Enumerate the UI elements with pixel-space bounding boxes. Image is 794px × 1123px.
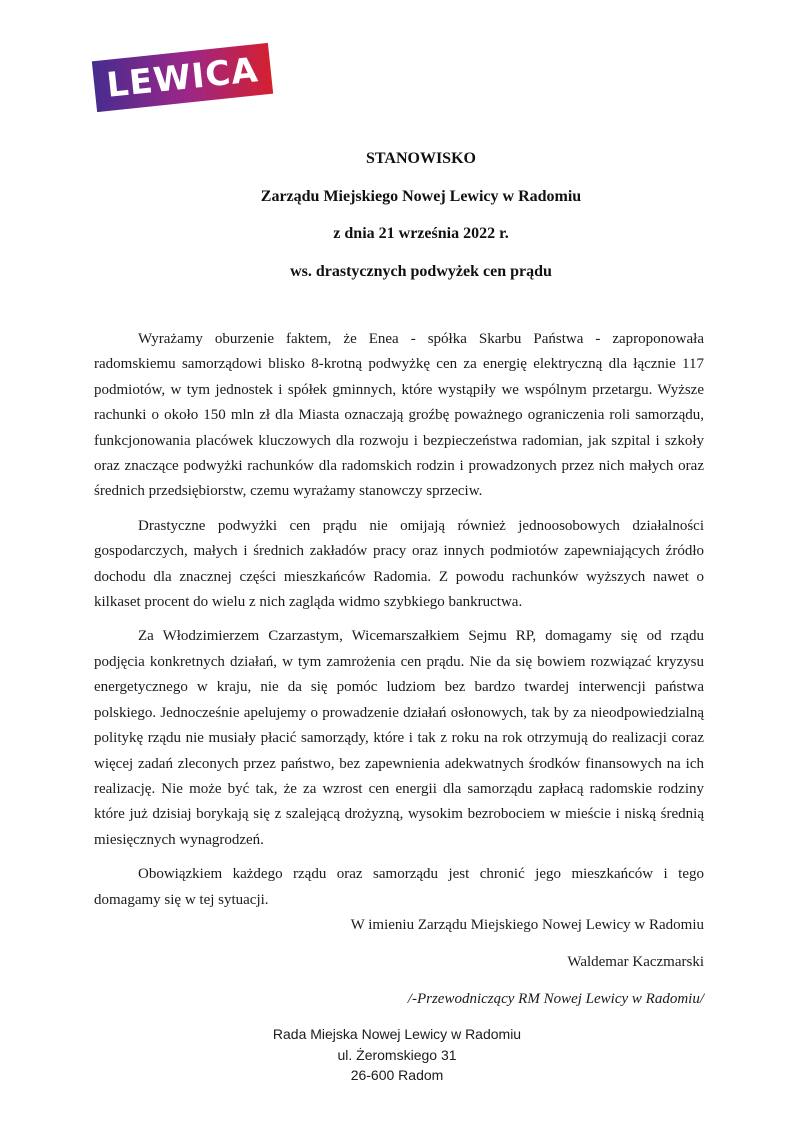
org-heading: Zarządu Miejskiego Nowej Lewicy w Radomiu: [260, 187, 582, 205]
doc-type-heading: STANOWISKO: [366, 150, 476, 167]
body-paragraph: Za Włodzimierzem Czarzastym, Wicemarszałkiem Sejmu RP, domagamy się od rządu podjęcia konkretnych działań, w tym zamrożenia cen prądu. Nie da się bowiem rozwiązać kryzysu energetycznego w kraju, nie da się pomóc ludziom bez bardzo twardej interwencji państwa polskiego. Jednocześnie apelujemy o prowadzenie działań osłonowych, tak by za nieodpowiedzialną politykę rządu nie musiały płacić samorządy, które i tak z roku na rok otrzymują do realizacji coraz więcej zadań zleconych przez państwo, bez zapewnienia adekwatnych środków finansowych na ich realizację. Nie może być tak, że za wzrost cen energii dla samorządu zapłacą radomskie rodziny które już dzisiaj borykają się z szalejącą drożyzną, wysokim bezrobociem w mieście i niską średnią miesięcznych wynagrodzeń.: [94, 628, 704, 848]
footer-street: ul. Żeromskiego 31: [337, 1046, 457, 1063]
signature-name: Waldemar Kaczmarski: [567, 954, 704, 970]
document-footer: [0, 1024, 794, 1086]
document-header: [94, 150, 704, 300]
body-paragraph: Drastyczne podwyżki cen prądu nie omijają również jednoosobowych działalności gospodarczych, małych i średnich zakładów pracy oraz innych podmiotów zapewniających źródło dochodu dla znacznej części mieszkańców Radomia. Z powodu rachunków wyższych nawet o kilkaset procent do wielu z nich zagląda widmo szybkiego bankructwa.: [94, 517, 704, 611]
closing-on-behalf: W imieniu Zarządu Miejskiego Nowej Lewicy w Radomiu: [350, 917, 704, 933]
signature-role: /-Przewodniczący RM Nowej Lewicy w Radomiu/: [407, 991, 704, 1007]
date-heading: z dnia 21 września 2022 r.: [333, 225, 509, 242]
lewica-logo-text: LEWICA: [104, 49, 261, 106]
footer-org: Rada Miejska Nowej Lewicy w Radomiu: [272, 1026, 522, 1042]
document-body: [94, 327, 704, 922]
footer-city: 26-600 Radom: [350, 1067, 444, 1083]
signature-block: [94, 913, 704, 1024]
body-paragraph: Obowiązkiem każdego rządu oraz samorządu jest chronić jego mieszkańców i tego domagamy się w tej sytuacji.: [94, 866, 704, 908]
lewica-logo: [92, 43, 273, 112]
subject-heading: ws. drastycznych podwyżek cen prądu: [290, 262, 552, 280]
body-paragraph: Wyrażamy oburzenie faktem, że Enea - spółka Skarbu Państwa - zaproponowała radomskiemu samorządowi blisko 8-krotną podwyżkę cen za energię elektryczną dla łącznie 117 podmiotów, w tym jednostek i spółek gminnych, które wystąpiły we wspólnym przetargu. Wyższe rachunki o około 150 mln zł dla Miasta oznaczają groźbę poważnego ograniczenia roli samorządu, funkcjonowania placówek kluczowych dla rozwoju i bezpieczeństwa radomian, jak szpital i szkoły oraz znaczące podwyżki rachunków dla radomskich rodzin i prowadzonych przez nich małych oraz średnich przedsiębiorstw, czemu wyrażamy stanowczy sprzeciw.: [94, 331, 704, 500]
